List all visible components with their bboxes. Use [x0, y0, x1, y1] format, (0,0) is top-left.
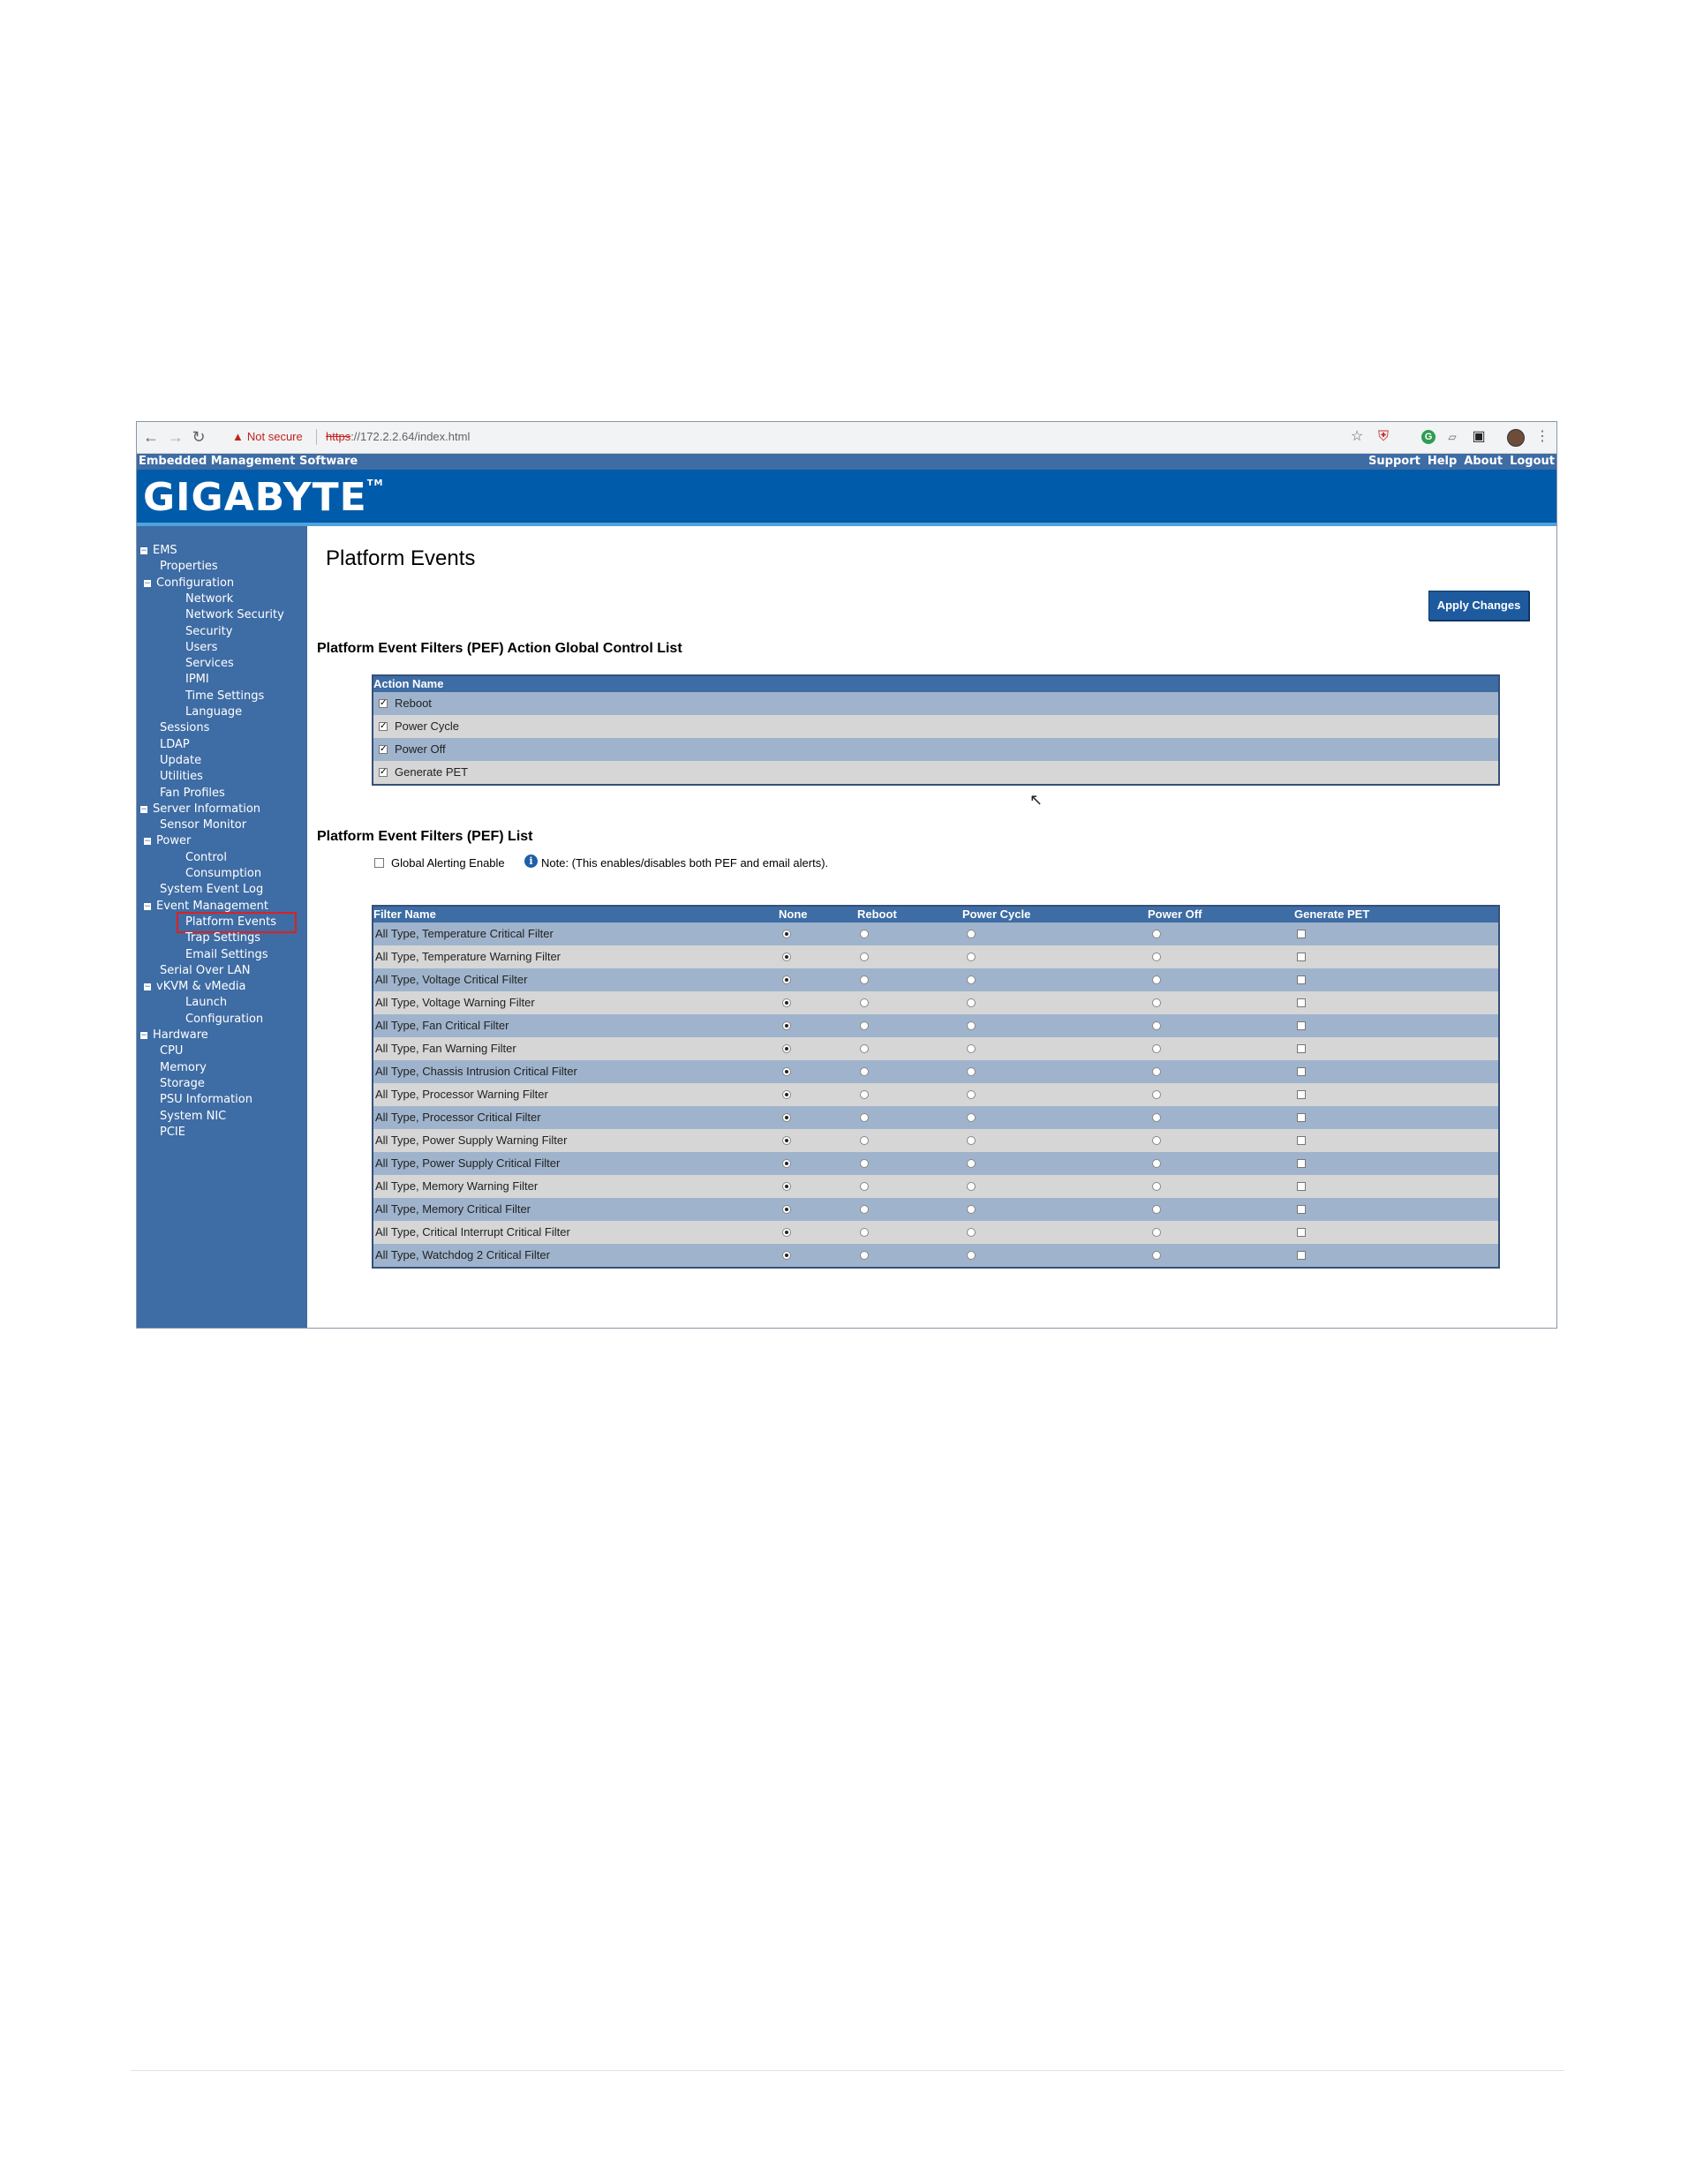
sidebar-item-label: Sensor Monitor: [160, 818, 247, 832]
mouse-cursor-icon: ↖: [1029, 791, 1044, 809]
sidebar-item-time-settings[interactable]: [185, 689, 264, 704]
security-indicator[interactable]: [232, 430, 303, 443]
sidebar-item-ems[interactable]: [140, 544, 177, 558]
sidebar-item-services[interactable]: [185, 657, 234, 671]
sidebar-item-label: Services: [185, 657, 234, 671]
collapse-toggle-icon[interactable]: −: [140, 804, 147, 814]
filter-action-radio-power-cycle[interactable]: [967, 930, 976, 938]
sidebar-item-label: Serial Over LAN: [160, 963, 251, 977]
filter-action-radio-none[interactable]: [782, 1182, 791, 1191]
reader-extension-icon[interactable]: ▣: [1472, 429, 1486, 444]
filter-row: [373, 1175, 1498, 1198]
generate-pet-checkbox[interactable]: [1297, 1136, 1306, 1145]
sidebar-item-sessions[interactable]: [160, 721, 209, 735]
app-name: Embedded Management Software: [139, 455, 358, 468]
filter-action-radio-power-cycle[interactable]: [967, 1090, 976, 1099]
sidebar-item-memory[interactable]: [160, 1061, 207, 1075]
filter-action-radio-power-cycle[interactable]: [967, 1067, 976, 1076]
url-path: ://172.2.2.64/index.html: [350, 430, 471, 443]
filter-action-radio-reboot[interactable]: [860, 975, 869, 984]
sidebar-item-utilities[interactable]: [160, 770, 203, 784]
warning-triangle-icon: ▲: [232, 430, 244, 443]
filter-action-radio-power-off[interactable]: [1152, 930, 1161, 938]
filter-action-radio-power-off[interactable]: [1152, 1067, 1161, 1076]
filter-name: All Type, Power Supply Critical Filter: [375, 1156, 561, 1170]
filter-action-radio-power-cycle[interactable]: [967, 1182, 976, 1191]
sidebar-item-system-nic[interactable]: [160, 1110, 226, 1124]
filter-action-radio-none[interactable]: [782, 1067, 791, 1076]
filter-action-radio-power-off[interactable]: [1152, 1113, 1161, 1122]
filter-name: All Type, Temperature Critical Filter: [375, 927, 554, 940]
pdf-extension-icon[interactable]: ▱: [1448, 431, 1457, 443]
reload-icon[interactable]: ↻: [192, 428, 206, 446]
filter-action-radio-reboot[interactable]: [860, 1159, 869, 1168]
filter-action-radio-power-off[interactable]: [1152, 1159, 1161, 1168]
menu-kebab-icon[interactable]: ⋮: [1535, 429, 1549, 444]
sidebar-item-launch[interactable]: [185, 996, 227, 1010]
filter-row: [373, 1060, 1498, 1083]
filter-action-radio-reboot[interactable]: [860, 1067, 869, 1076]
filter-action-radio-reboot[interactable]: [860, 1113, 869, 1122]
apply-changes-button[interactable]: Apply Changes: [1428, 591, 1529, 621]
sidebar-item-security[interactable]: [185, 625, 232, 639]
filter-action-radio-power-off[interactable]: [1152, 1136, 1161, 1145]
sidebar-item-ipmi[interactable]: [185, 673, 209, 687]
sidebar-item-label: Email Settings: [185, 947, 268, 961]
filter-row: [373, 1221, 1498, 1244]
sidebar-item-label: Storage: [160, 1076, 205, 1090]
forward-arrow-icon[interactable]: →: [168, 428, 184, 446]
filter-name: All Type, Memory Critical Filter: [375, 1202, 531, 1216]
sidebar-item-label: Server Information: [153, 802, 261, 816]
global-action-row: [373, 715, 1498, 738]
sidebar-item-label: Launch: [185, 996, 228, 1010]
sidebar-item-label: Update: [160, 753, 202, 767]
page-divider: [131, 2070, 1564, 2071]
filter-row: [373, 1152, 1498, 1175]
global-alerting-control[interactable]: [374, 856, 505, 870]
alerting-note: Note: (This enables/disables both PEF and email alerts).: [541, 856, 829, 870]
sidebar-item-fan-profiles[interactable]: [160, 787, 225, 801]
sidebar-item-label: vKVM & vMedia: [156, 980, 246, 994]
logo-trademark: TM: [366, 478, 384, 488]
about-link[interactable]: About: [1464, 455, 1503, 468]
sidebar-item-label: Utilities: [160, 770, 203, 784]
collapse-toggle-icon[interactable]: −: [144, 837, 151, 847]
filter-row: [373, 945, 1498, 968]
sidebar-item-label: Security: [185, 624, 233, 638]
action-checkbox[interactable]: ✓: [380, 721, 388, 731]
page-title: Platform Events: [326, 546, 476, 570]
filter-action-radio-none[interactable]: [782, 1136, 791, 1145]
app-top-bar: [137, 454, 1556, 470]
filter-row: [373, 1244, 1498, 1267]
browser-window: [136, 421, 1557, 1329]
filter-list-title: Platform Event Filters (PEF) List: [317, 829, 533, 844]
sidebar-item-users[interactable]: [185, 641, 217, 655]
sidebar-item-label: LDAP: [160, 737, 190, 751]
sidebar-item-hardware[interactable]: [140, 1028, 208, 1043]
global-action-row: [373, 692, 1498, 715]
action-checkbox[interactable]: ✓: [380, 698, 388, 708]
sidebar-item-label: Network Security: [185, 608, 284, 622]
sidebar-item-vkvm-vmedia[interactable]: [144, 980, 245, 994]
filter-name: All Type, Voltage Warning Filter: [375, 996, 535, 1009]
action-label: Power Cycle: [395, 719, 459, 733]
sidebar-item-label: PCIE: [160, 1125, 185, 1139]
sidebar-item-label: Trap Settings: [185, 931, 261, 945]
bookmark-star-icon[interactable]: ☆: [1350, 429, 1364, 444]
global-action-row: [373, 761, 1498, 784]
filter-action-radio-none[interactable]: [782, 1251, 791, 1260]
col-generate-pet: Generate PET: [1294, 907, 1370, 921]
url-scheme: https: [326, 430, 351, 443]
filter-action-radio-power-off[interactable]: [1152, 1228, 1161, 1237]
action-label: Reboot: [395, 697, 432, 710]
filter-action-radio-power-cycle[interactable]: [967, 1205, 976, 1214]
filter-name: All Type, Processor Warning Filter: [375, 1088, 548, 1101]
brand-banner: [137, 470, 1556, 526]
sidebar-item-system-event-log[interactable]: [160, 883, 263, 897]
filter-action-radio-none[interactable]: [782, 953, 791, 961]
sidebar-item-label: Sessions: [160, 721, 210, 735]
filter-action-radio-reboot[interactable]: [860, 998, 869, 1007]
filter-action-radio-none[interactable]: [782, 1113, 791, 1122]
sidebar-item-storage[interactable]: [160, 1077, 205, 1091]
sidebar-item-label: System Event Log: [160, 883, 264, 897]
sidebar-item-configuration[interactable]: [144, 576, 234, 591]
address-bar[interactable]: [326, 430, 470, 443]
sidebar-item-label: Consumption: [185, 867, 262, 880]
sidebar-item-label: Configuration: [156, 576, 235, 590]
filter-row: [373, 1014, 1498, 1037]
filter-name: All Type, Fan Warning Filter: [375, 1042, 516, 1055]
filter-action-radio-none[interactable]: [782, 1021, 791, 1030]
sidebar-item-power[interactable]: [144, 834, 191, 848]
filter-action-radio-power-cycle[interactable]: [967, 1228, 976, 1237]
support-link[interactable]: Support: [1368, 455, 1420, 468]
filter-row: [373, 1129, 1498, 1152]
filter-name: All Type, Memory Warning Filter: [375, 1179, 539, 1193]
filter-action-radio-reboot[interactable]: [860, 1021, 869, 1030]
filter-action-radio-reboot[interactable]: [860, 1136, 869, 1145]
gigabyte-logo: [143, 475, 384, 520]
filter-list-header: [373, 907, 1498, 923]
sidebar-item-consumption[interactable]: [185, 867, 261, 881]
col-filter-name: Filter Name: [373, 907, 436, 921]
filter-action-radio-power-off[interactable]: [1152, 1251, 1161, 1260]
generate-pet-checkbox[interactable]: [1297, 1251, 1306, 1260]
generate-pet-checkbox[interactable]: [1297, 975, 1306, 984]
filter-action-radio-power-off[interactable]: [1152, 998, 1161, 1007]
generate-pet-checkbox[interactable]: [1297, 953, 1306, 961]
filter-action-radio-power-cycle[interactable]: [967, 1136, 976, 1145]
sidebar-nav: [137, 526, 307, 1328]
col-power-off: Power Off: [1148, 907, 1202, 921]
filter-action-radio-reboot[interactable]: [860, 1090, 869, 1099]
sidebar-item-label: Properties: [160, 560, 218, 574]
action-checkbox[interactable]: ✓: [380, 744, 388, 754]
filter-action-radio-power-cycle[interactable]: [967, 998, 976, 1007]
generate-pet-checkbox[interactable]: [1297, 1182, 1306, 1191]
global-control-title: Platform Event Filters (PEF) Action Global Control List: [317, 641, 682, 656]
logo-text: GIGABYTE: [143, 475, 367, 520]
filter-action-radio-power-cycle[interactable]: [967, 1021, 976, 1030]
filter-row: [373, 968, 1498, 991]
global-alerting-checkbox[interactable]: [374, 858, 384, 868]
sidebar-item-label: Time Settings: [185, 689, 265, 703]
logout-link[interactable]: Logout: [1510, 455, 1555, 468]
sidebar-item-label: Event Management: [156, 899, 269, 913]
sidebar-item-label: Language: [185, 705, 243, 719]
filter-action-radio-reboot[interactable]: [860, 1205, 869, 1214]
filter-name: All Type, Temperature Warning Filter: [375, 950, 561, 963]
filter-action-radio-power-cycle[interactable]: [967, 975, 976, 984]
filter-row: [373, 1106, 1498, 1129]
generate-pet-checkbox[interactable]: [1297, 1113, 1306, 1122]
main-content: [307, 526, 1556, 1328]
selection-highlight: [177, 912, 297, 933]
col-power-cycle: Power Cycle: [962, 907, 1031, 921]
sidebar-item-label: EMS: [153, 544, 177, 557]
sidebar-item-control[interactable]: [185, 851, 227, 865]
filter-row: [373, 991, 1498, 1014]
filter-row: [373, 923, 1498, 945]
filter-action-radio-power-cycle[interactable]: [967, 1251, 976, 1260]
collapse-toggle-icon[interactable]: −: [144, 983, 151, 992]
generate-pet-checkbox[interactable]: [1297, 1159, 1306, 1168]
generate-pet-checkbox[interactable]: [1297, 1205, 1306, 1214]
collapse-toggle-icon[interactable]: −: [144, 578, 151, 588]
generate-pet-checkbox[interactable]: [1297, 1044, 1306, 1053]
filter-action-radio-reboot[interactable]: [860, 930, 869, 938]
filter-name: All Type, Chassis Intrusion Critical Filter: [375, 1065, 577, 1078]
global-control-table: [372, 674, 1500, 786]
sidebar-item-update[interactable]: [160, 754, 201, 768]
sidebar-item-server-information[interactable]: [140, 802, 260, 817]
generate-pet-checkbox[interactable]: [1297, 1228, 1306, 1237]
back-arrow-icon[interactable]: ←: [143, 428, 159, 446]
sidebar-item-pcie[interactable]: [160, 1126, 185, 1140]
sidebar-item-ldap[interactable]: [160, 738, 190, 752]
filter-action-radio-none[interactable]: [782, 930, 791, 938]
sidebar-item-psu-information[interactable]: [160, 1093, 252, 1107]
help-link[interactable]: Help: [1427, 455, 1458, 468]
filter-row: [373, 1083, 1498, 1106]
action-label: Generate PET: [395, 765, 469, 779]
action-name-header: Action Name: [373, 677, 444, 690]
filter-action-radio-reboot[interactable]: [860, 1251, 869, 1260]
filter-row: [373, 1037, 1498, 1060]
url-separator: [316, 429, 317, 445]
grammar-extension-icon[interactable]: G: [1421, 430, 1436, 444]
sidebar-item-label: Configuration: [185, 1012, 264, 1026]
generate-pet-checkbox[interactable]: [1297, 1021, 1306, 1030]
filter-action-radio-power-off[interactable]: [1152, 975, 1161, 984]
global-action-row: [373, 738, 1498, 761]
filter-action-radio-none[interactable]: [782, 1228, 791, 1237]
filter-action-radio-none[interactable]: [782, 975, 791, 984]
filter-action-radio-none[interactable]: [782, 998, 791, 1007]
global-alerting-label: Global Alerting Enable: [391, 856, 505, 870]
action-checkbox[interactable]: ✓: [380, 767, 388, 777]
filter-list-table: [372, 905, 1500, 1269]
filter-name: All Type, Voltage Critical Filter: [375, 973, 528, 986]
sidebar-item-label: System NIC: [160, 1109, 227, 1123]
sidebar-item-trap-settings[interactable]: [185, 931, 260, 945]
sidebar-item-serial-over-lan[interactable]: [160, 964, 250, 978]
profile-avatar[interactable]: [1507, 429, 1525, 447]
sidebar-item-email-settings[interactable]: [185, 948, 268, 962]
sidebar-item-properties[interactable]: [160, 560, 218, 574]
filter-action-radio-power-off[interactable]: [1152, 953, 1161, 961]
action-label: Power Off: [395, 742, 446, 756]
filter-action-radio-none[interactable]: [782, 1205, 791, 1214]
generate-pet-checkbox[interactable]: [1297, 1067, 1306, 1076]
filter-action-radio-power-off[interactable]: [1152, 1044, 1161, 1053]
sidebar-item-language[interactable]: [185, 705, 242, 719]
security-label: Not secure: [246, 430, 303, 443]
sidebar-item-label: Platform Events: [185, 915, 276, 929]
sidebar-item-label: Network: [185, 591, 234, 606]
header-links: [1361, 454, 1555, 470]
sidebar-item-label: Fan Profiles: [160, 786, 225, 800]
filter-action-radio-power-cycle[interactable]: [967, 1113, 976, 1122]
collapse-toggle-icon[interactable]: −: [140, 1031, 147, 1040]
generate-pet-checkbox[interactable]: [1297, 998, 1306, 1007]
filter-name: All Type, Critical Interrupt Critical Filter: [375, 1225, 570, 1239]
sidebar-item-label: Hardware: [153, 1028, 208, 1042]
filter-action-radio-power-off[interactable]: [1152, 1090, 1161, 1099]
sidebar-item-cpu[interactable]: [160, 1044, 183, 1058]
filter-action-radio-power-cycle[interactable]: [967, 1044, 976, 1053]
filter-action-radio-reboot[interactable]: [860, 953, 869, 961]
generate-pet-checkbox[interactable]: [1297, 1090, 1306, 1099]
generate-pet-checkbox[interactable]: [1297, 930, 1306, 938]
sidebar-item-network-security[interactable]: [185, 608, 284, 622]
collapse-toggle-icon[interactable]: −: [144, 901, 151, 911]
sidebar-item-label: Control: [185, 850, 227, 864]
filter-action-radio-power-off[interactable]: [1152, 1205, 1161, 1214]
filter-action-radio-power-off[interactable]: [1152, 1182, 1161, 1191]
sidebar-item-sensor-monitor[interactable]: [160, 818, 246, 832]
collapse-toggle-icon[interactable]: −: [140, 546, 147, 555]
filter-name: All Type, Processor Critical Filter: [375, 1111, 541, 1124]
sidebar-item-label: CPU: [160, 1044, 184, 1058]
col-reboot: Reboot: [857, 907, 897, 921]
shield-extension-icon[interactable]: ⛨: [1377, 429, 1389, 444]
filter-name: All Type, Fan Critical Filter: [375, 1019, 509, 1032]
filter-name: All Type, Watchdog 2 Critical Filter: [375, 1248, 550, 1261]
filter-name: All Type, Power Supply Warning Filter: [375, 1133, 568, 1147]
sidebar-item-label: PSU Information: [160, 1093, 252, 1107]
filter-action-radio-power-cycle[interactable]: [967, 953, 976, 961]
filter-action-radio-power-off[interactable]: [1152, 1021, 1161, 1030]
global-control-header: [373, 676, 1498, 692]
browser-toolbar: [137, 422, 1556, 454]
sidebar-item-network[interactable]: [185, 592, 233, 606]
sidebar-item-configuration[interactable]: [185, 1013, 263, 1027]
sidebar-item-label: Power: [156, 834, 192, 848]
filter-action-radio-none[interactable]: [782, 1090, 791, 1099]
filter-action-radio-reboot[interactable]: [860, 1228, 869, 1237]
filter-action-radio-none[interactable]: [782, 1044, 791, 1053]
filter-row: [373, 1198, 1498, 1221]
filter-action-radio-reboot[interactable]: [860, 1182, 869, 1191]
filter-action-radio-reboot[interactable]: [860, 1044, 869, 1053]
info-icon: i: [524, 855, 538, 868]
sidebar-item-label: Users: [185, 640, 218, 654]
filter-action-radio-none[interactable]: [782, 1159, 791, 1168]
filter-action-radio-power-cycle[interactable]: [967, 1159, 976, 1168]
sidebar-item-label: IPMI: [185, 673, 209, 687]
sidebar-item-label: Memory: [160, 1060, 207, 1074]
col-none: None: [779, 907, 808, 921]
